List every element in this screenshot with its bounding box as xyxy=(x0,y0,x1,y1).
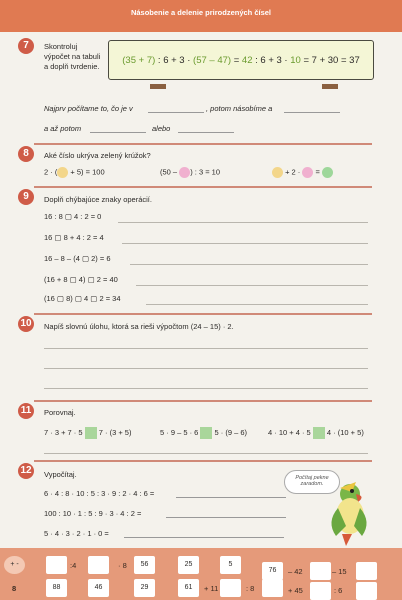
equation-1-right: + 5) = 100 xyxy=(68,167,105,177)
exercise-11-prompt: Porovnaj. xyxy=(44,408,76,417)
statement-part-2: , potom násobíme a xyxy=(206,104,273,113)
comparison-1-right: 7 · (3 + 5) xyxy=(98,427,132,437)
comparison-2-right: 5 · (9 – 6) xyxy=(214,427,248,437)
board-peg xyxy=(322,84,338,89)
answer-line[interactable] xyxy=(44,368,368,369)
exercise-number-10: 10 xyxy=(18,316,34,332)
blank-4[interactable] xyxy=(178,132,234,133)
answer-line[interactable] xyxy=(176,497,286,498)
comparison-1-left: 7 · 3 + 7 · 5 xyxy=(44,427,83,437)
number-cell[interactable] xyxy=(310,562,331,580)
answer-line[interactable] xyxy=(136,285,368,286)
exercise-12-prompt: Vypočítaj. xyxy=(44,470,77,479)
speech-bubble: Počítaj pekne zaradom. xyxy=(284,470,340,494)
answer-line[interactable] xyxy=(44,348,368,349)
calc-row: 5 · 4 · 3 · 2 · 1 · 0 = xyxy=(44,529,109,538)
board-result-1: 42 xyxy=(241,55,253,66)
operation-label: : 8 xyxy=(246,584,255,593)
number-cell: 46 xyxy=(88,579,109,597)
operation-label: + 45 xyxy=(288,586,303,595)
number-cell: 56 xyxy=(134,556,155,574)
number-cell: 88 xyxy=(46,579,67,597)
number-cell[interactable] xyxy=(220,579,241,597)
board-text-2: = xyxy=(231,55,242,66)
operation-row[interactable]: 16 : 8 ▢ 4 : 2 = 0 xyxy=(44,212,102,221)
yellow-circle xyxy=(57,167,68,178)
divider xyxy=(34,143,372,145)
comparison-2 xyxy=(160,427,247,439)
chapter-title: Násobenie a delenie prirodzených čísel xyxy=(130,8,272,17)
board-bracket-1: (35 + 7) xyxy=(122,55,156,66)
exercise-number-12: 12 xyxy=(18,463,34,479)
comparison-box[interactable] xyxy=(313,427,325,439)
number-cell: 29 xyxy=(134,579,155,597)
yellow-circle xyxy=(272,167,283,178)
board-peg xyxy=(150,84,166,89)
pink-circle xyxy=(302,167,313,178)
number-cell: 76 xyxy=(262,562,283,580)
green-circle[interactable] xyxy=(322,167,333,178)
comparison-3 xyxy=(268,427,364,439)
pink-circle xyxy=(179,167,190,178)
operation-label: – 42 xyxy=(288,567,303,576)
comparison-3-right: 4 · (10 + 5) xyxy=(326,427,364,437)
plus-minus-icon: + - xyxy=(4,556,25,574)
board-text-4: = 7 + 30 = 37 xyxy=(300,55,360,66)
board-result-2: 10 xyxy=(290,55,301,66)
equation-1-left: 2 · ( xyxy=(44,167,58,177)
statement-part-1: Najprv počítame to, čo je v xyxy=(44,104,133,113)
comparison-box[interactable] xyxy=(85,427,97,439)
operation-label: + 11 xyxy=(204,584,219,593)
board-bracket-2: (57 – 47) xyxy=(193,55,232,66)
number-cell[interactable] xyxy=(310,582,331,600)
statement-part-3: a až potom xyxy=(44,124,82,133)
parrot-illustration xyxy=(326,478,378,548)
number-cell: 61 xyxy=(178,579,199,597)
board-text-3: : 6 + 3 · xyxy=(252,55,291,66)
divider xyxy=(34,313,372,315)
operation-row[interactable]: (16 ▢ 8) ▢ 4 ▢ 2 = 34 xyxy=(44,294,121,303)
exercise-number-9: 9 xyxy=(18,189,34,205)
number-cell[interactable] xyxy=(88,556,109,574)
answer-line[interactable] xyxy=(118,222,368,223)
answer-line[interactable] xyxy=(146,304,368,305)
comparison-1 xyxy=(44,427,131,439)
operation-label: : 6 xyxy=(334,586,343,595)
exercise-10-prompt: Napíš slovnú úlohu, ktorá sa rieši výpočtom (24 – 15) · 2. xyxy=(44,322,234,331)
exercise-number-11: 11 xyxy=(18,403,34,419)
number-cell: 25 xyxy=(178,556,199,574)
equation-1 xyxy=(44,167,105,178)
comparison-3-left: 4 · 10 + 4 · 5 xyxy=(268,427,311,437)
comparison-2-left: 5 · 9 – 5 · 6 xyxy=(160,427,199,437)
exercise-7-prompt: Skontroluj výpočet na tabuli a doplň tvrdenie. xyxy=(44,42,101,71)
board-text-1: : 6 + 3 · xyxy=(155,55,194,66)
equation-3-eq: = xyxy=(315,167,320,177)
number-cell[interactable] xyxy=(46,556,67,574)
divider xyxy=(34,186,372,188)
exercise-number-8: 8 xyxy=(18,146,34,162)
operation-row[interactable]: 16 – 8 – (4 ▢ 2) = 6 xyxy=(44,254,111,263)
operation-row[interactable]: (16 + 8 ▢ 4) ▢ 2 = 40 xyxy=(44,275,118,284)
divider xyxy=(34,400,372,402)
number-cell[interactable] xyxy=(262,579,283,597)
answer-line[interactable] xyxy=(124,537,284,538)
statement-part-4: alebo xyxy=(152,124,171,133)
operation-label: :4 xyxy=(70,561,77,570)
equation-2-left: (50 – xyxy=(160,167,178,177)
equation-3-mid: + 2 · xyxy=(285,167,301,177)
operation-label: – 15 xyxy=(332,567,347,576)
divider xyxy=(34,460,372,462)
comparison-box[interactable] xyxy=(200,427,212,439)
blank-2[interactable] xyxy=(284,112,340,113)
answer-line[interactable] xyxy=(130,264,368,265)
exercise-8-prompt: Aké číslo ukrýva zelený krúžok? xyxy=(44,151,151,160)
equation-2 xyxy=(160,167,220,178)
exercise-number-7: 7 xyxy=(18,38,34,54)
operation-label: · 8 xyxy=(118,561,127,570)
chalkboard xyxy=(108,40,374,80)
calc-row: 6 · 4 : 8 · 10 : 5 : 3 · 9 : 2 · 4 : 6 = xyxy=(44,489,155,498)
answer-line[interactable] xyxy=(166,517,286,518)
chapter-header xyxy=(0,0,402,32)
equation-3 xyxy=(272,167,333,178)
calc-row: 100 : 10 · 1 : 5 : 9 · 3 · 4 : 2 = xyxy=(44,509,142,518)
number-cell[interactable] xyxy=(356,582,377,600)
page-number: 8 xyxy=(12,584,17,593)
practice-strip xyxy=(0,548,402,600)
answer-line[interactable] xyxy=(122,243,368,244)
blank-1[interactable] xyxy=(148,112,204,113)
answer-line[interactable] xyxy=(44,388,368,389)
operation-row[interactable]: 16 ▢ 8 + 4 : 2 = 4 xyxy=(44,233,104,242)
answer-line[interactable] xyxy=(44,453,368,454)
exercise-9-prompt: Doplň chýbajúce znaky operácií. xyxy=(44,195,152,204)
number-cell[interactable] xyxy=(356,562,377,580)
blank-3[interactable] xyxy=(90,132,146,133)
number-cell: 5 xyxy=(220,556,241,574)
equation-2-right: ) : 3 = 10 xyxy=(190,167,221,177)
